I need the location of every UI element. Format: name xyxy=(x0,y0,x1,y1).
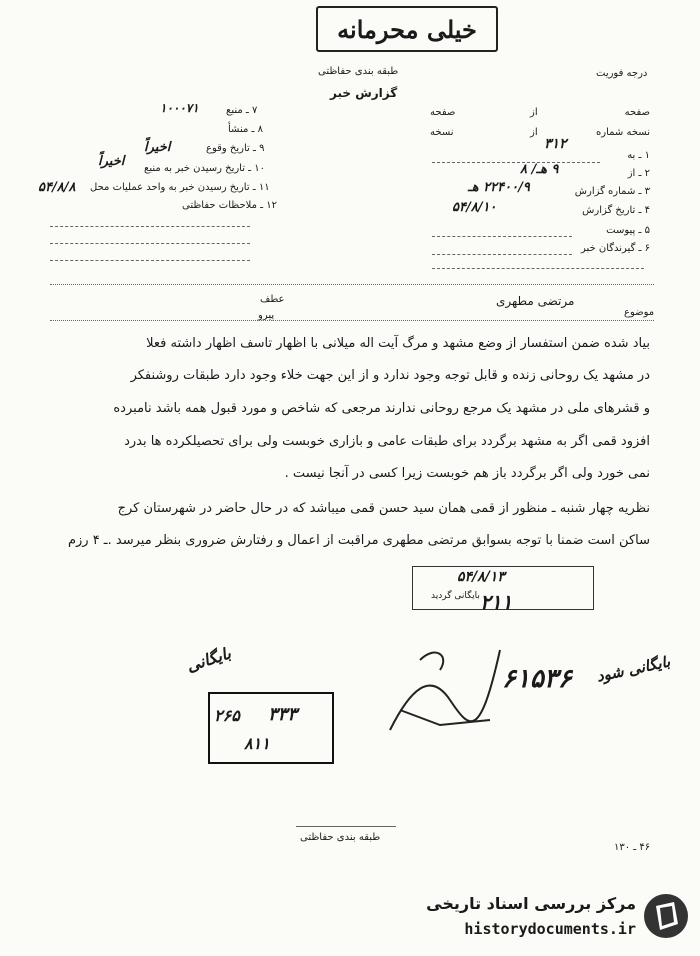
field-attachment: ۵ ـ پیوست xyxy=(606,225,650,236)
body-line-3: و قشرهای ملی در مشهد یک مرجع روحانی ندارند مرجعی که شاخص و مورد قبول همه باشد نامبرده xyxy=(113,401,650,416)
subject-value: مرتضی مطهری xyxy=(496,294,575,308)
field-security-notes: ۱۲ ـ ملاحظات حفاظتی xyxy=(182,200,277,211)
field-recipients: ۶ ـ گیرندگان خبر xyxy=(580,243,650,254)
form-code: ۴۶ ـ ۱۳۰ xyxy=(614,842,651,853)
footer-classification-label: طبقه بندی حفاظتی xyxy=(300,832,381,843)
field-origin: ۸ ـ منشأ xyxy=(228,124,264,135)
handwritten-number: ۶۱۵۳۶ xyxy=(502,664,572,694)
copy-from-label: از xyxy=(530,127,538,138)
reference-value: پیرو xyxy=(258,310,275,321)
field-unit-received-value: ۵۴/۸/۸ xyxy=(38,180,76,195)
copy-hand-number: ۳۱۲ xyxy=(544,136,567,152)
org-website: historydocuments.ir xyxy=(464,920,636,938)
registry-box-number-3: ۲۶۵ xyxy=(214,706,240,725)
body-line-1: بیاد شده ضمن استفسار از وضع مشهد و مرگ آیت اله میلانی با اظهار تاسف اظهار داشته فعلا xyxy=(146,336,650,351)
registry-box-number-2: ۸۱۱ xyxy=(244,734,270,753)
copy-no-label: نسخه xyxy=(430,127,454,138)
archive-number: ۲۱۱ xyxy=(480,590,513,614)
report-title: گزارش خبر xyxy=(330,86,398,100)
org-name: مرکز بررسی اسناد تاریخی xyxy=(426,894,636,913)
page-no-label: صفحه xyxy=(430,107,456,118)
handwritten-note-left: بایگانی xyxy=(184,643,234,676)
field-from-value: ۹ هـ/ ۸ xyxy=(520,162,559,177)
field-to: ۱ ـ به xyxy=(627,150,650,161)
org-watermark xyxy=(416,888,688,950)
registry-box-number: ۳۳۳ xyxy=(268,704,298,725)
field-source: ۷ ـ منبع xyxy=(226,105,258,116)
field-report-date: ۴ ـ تاریخ گزارش xyxy=(582,205,650,216)
handwritten-note-right: بایگانی شود xyxy=(594,652,672,686)
org-logo-icon xyxy=(644,894,688,938)
registry-box xyxy=(208,692,334,764)
field-report-number-value: ۲۲۴۰۰/۹ هـ xyxy=(468,180,530,195)
copy-label: نسخه شماره xyxy=(596,127,650,138)
body-line-4: افزود قمی اگر به مشهد برگردد برای طبقات عامی و بازاری خوبست ولی برای تحصیلکرده ها بدرد xyxy=(124,434,650,449)
body-line-6: نظریه چهار شنبه ـ منظور از قمی همان سید حسن قمی میباشد که در حال حاضر در شهرستان کرج xyxy=(117,501,650,516)
field-source-value: ۱۰۰۰۷۱ xyxy=(160,101,199,115)
archive-stamp-date: ۵۴/۸/۱۳ xyxy=(457,569,505,585)
field-report-number: ۳ ـ شماره گزارش xyxy=(574,186,650,197)
archive-stamp-text: بایگانی گردید xyxy=(431,591,480,601)
field-unit-received: ۱۱ ـ تاریخ رسیدن خبر به واحد عملیات محل xyxy=(90,182,270,193)
reference-label: عطف xyxy=(260,294,285,305)
field-source-received-value: اخیراً xyxy=(98,154,125,169)
body-line-5: نمی خورد ولی اگر برگردد باز هم خوبست زیرا کسی در آنجا نیست . xyxy=(284,466,650,481)
field-event-date-value: اخیراً xyxy=(144,140,171,155)
field-event-date: ۹ ـ تاریخ وقوع xyxy=(206,143,265,154)
classification-label: طبقه بندی حفاظتی xyxy=(318,66,399,77)
body-line-2: در مشهد یک روحانی زنده و قابل توجه وجود ندارد و از این جهت خلاء وجود دارد طبقات روشنفکر xyxy=(130,368,650,383)
page-label: صفحه xyxy=(624,107,650,118)
field-source-received: ۱۰ ـ تاریخ رسیدن خبر به منبع xyxy=(144,163,266,174)
field-from: ۲ ـ از xyxy=(627,168,650,179)
classification-stamp: خیلی محرمانه xyxy=(316,6,498,52)
signature xyxy=(380,630,510,750)
field-report-date-value: ۵۴/۸/۱۰ xyxy=(452,200,497,215)
subject-label: موضوع xyxy=(624,307,655,318)
page-from-label: از xyxy=(530,107,538,118)
body-line-7: ساکن است ضمنا با توجه بسوابق مرتضی مطهری مراقبت از اعمال و رفتارش ضروری بنظر میرسد .ـ ۴ رزم xyxy=(67,533,650,548)
priority-label: درجه فوریت xyxy=(596,68,648,79)
